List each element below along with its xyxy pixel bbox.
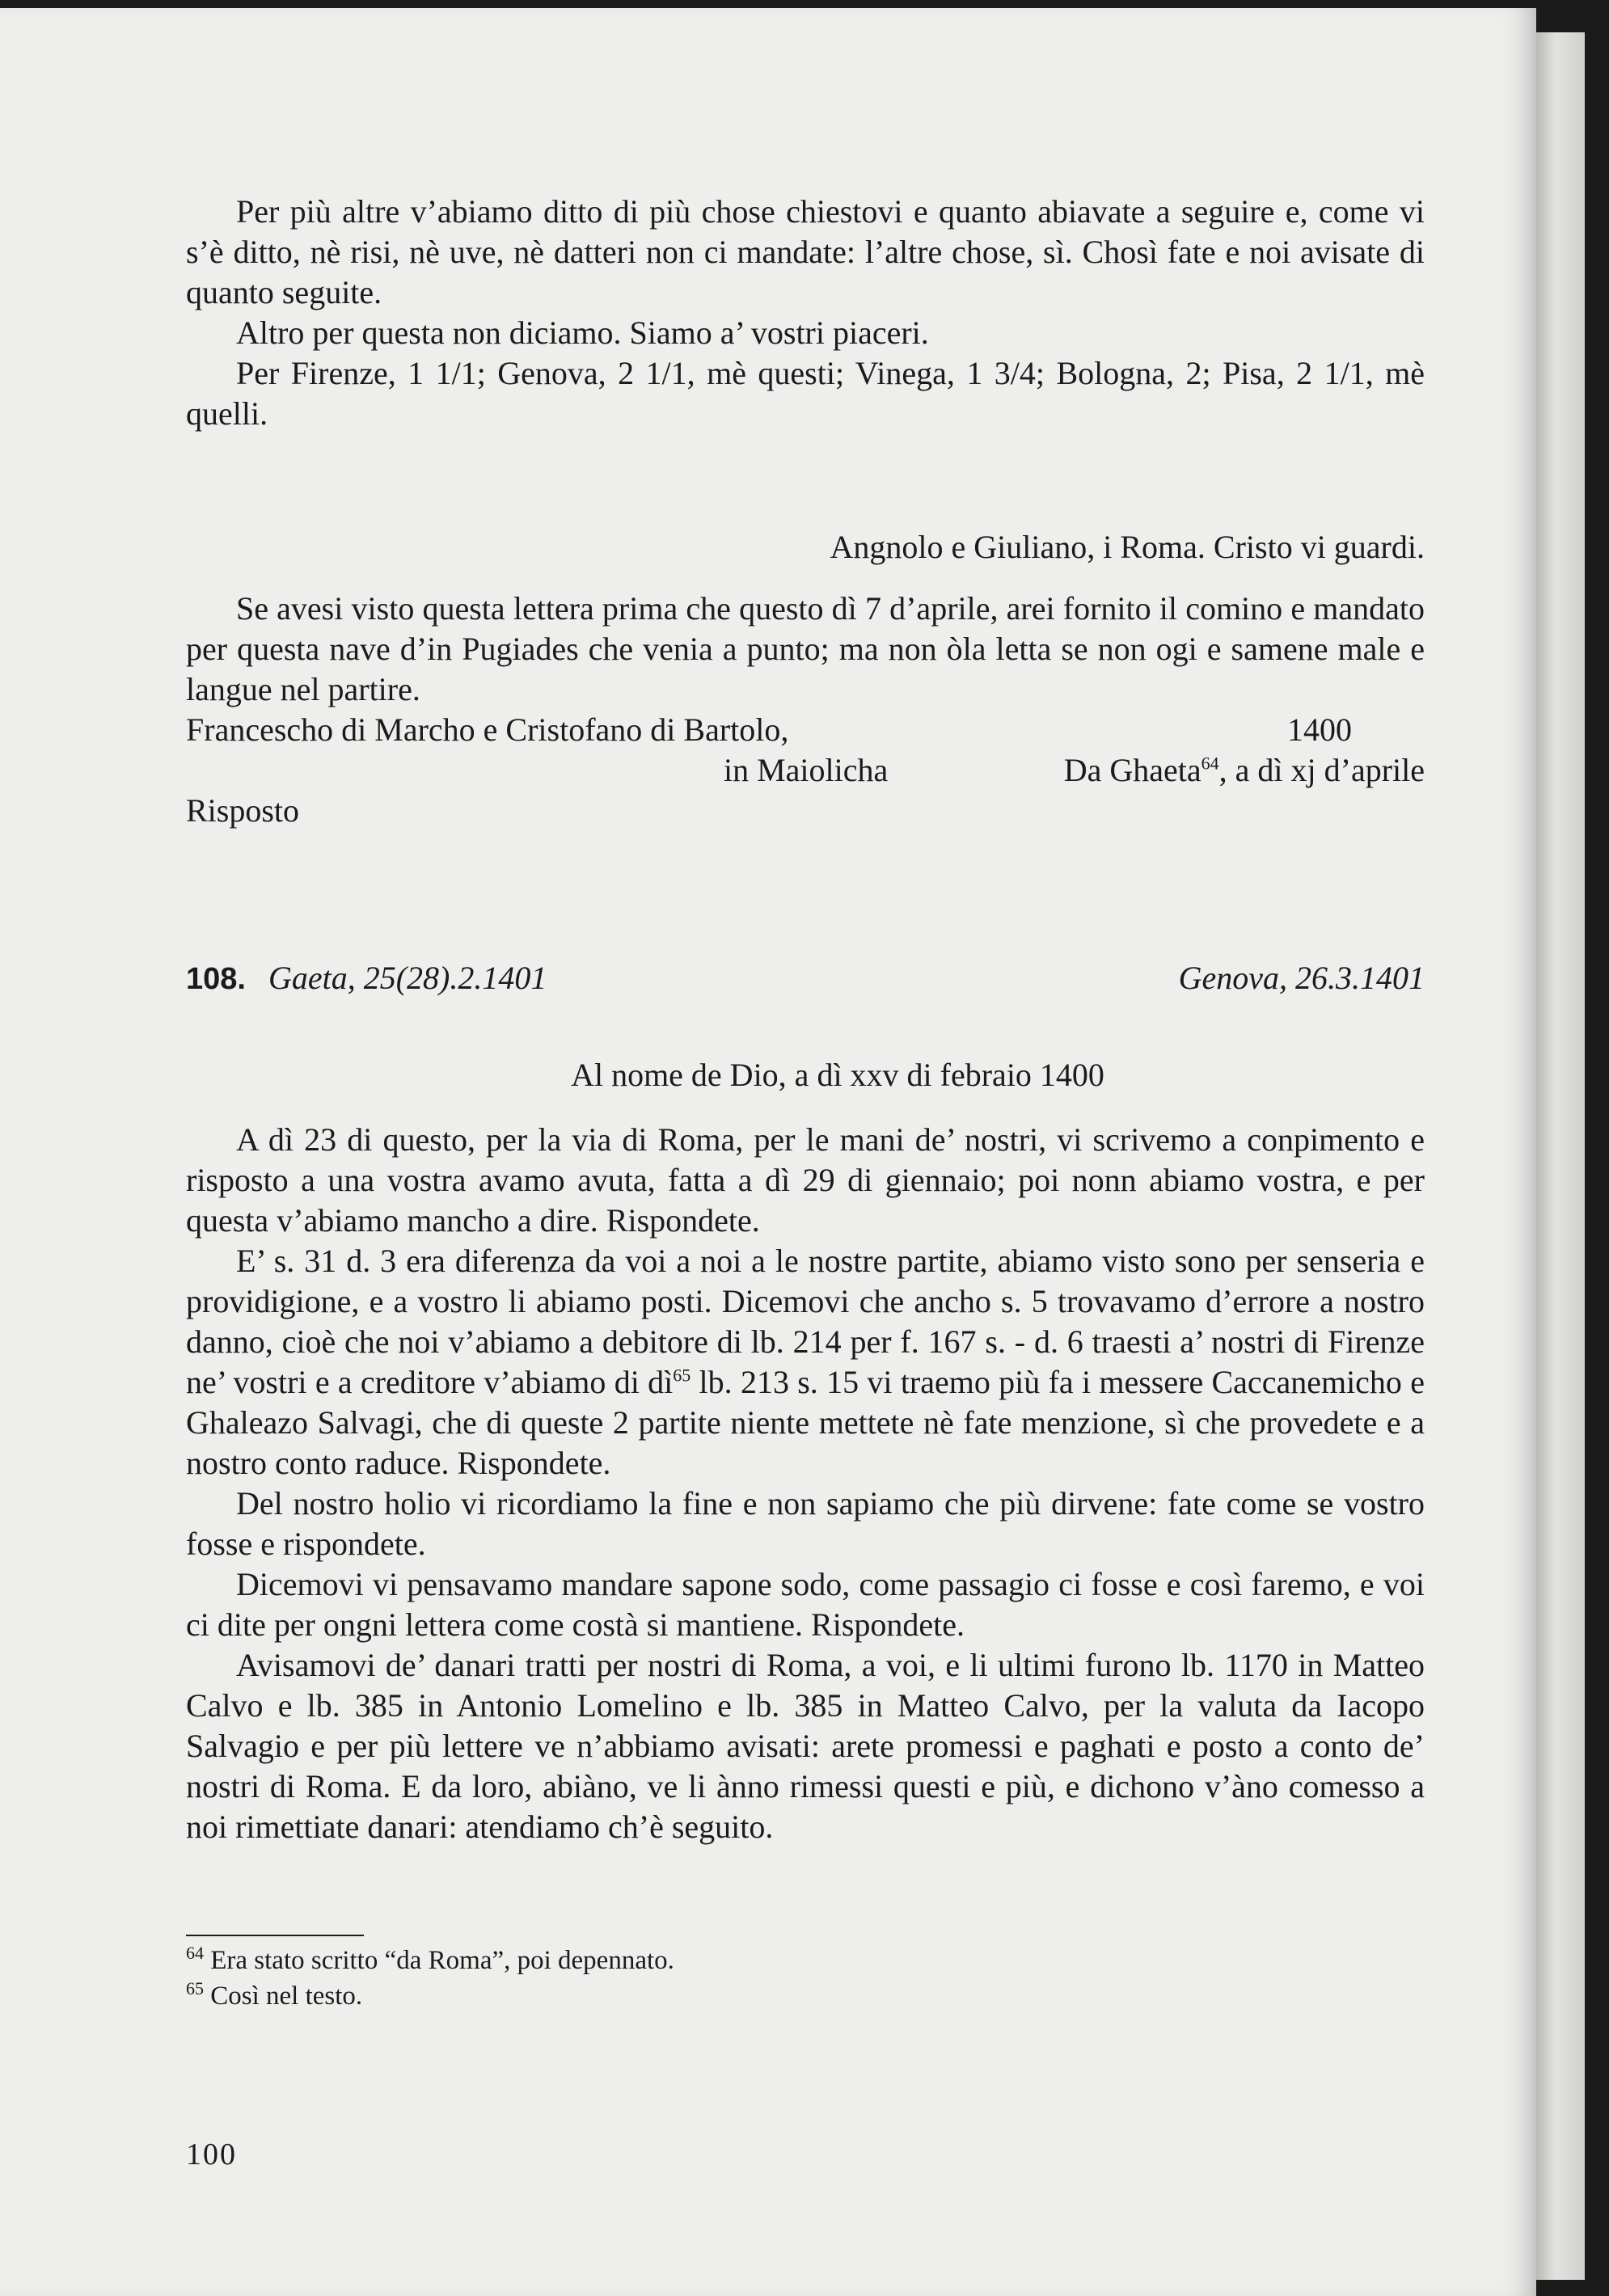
paragraph: Avisamovi de’ danari tratti per nostri di Roma, a voi, e li ultimi furono lb. 1170 in Matteo Calvo e lb. 385 in Antonio Lomelino e lb. 385 in Matteo Calvo, per la valuta da Iacopo Salvagio e per più lettere ve n’abbiamo avisati: arete promessi e paghati e posto a conto de’ nostri di Roma. E da loro, abiàno, ve li ànno rimessi questi e più, e dichono v’àno comesso a noi rimettiate danari: atendiamo ch’è seguito. xyxy=(186,1647,1425,1845)
entry-header xyxy=(186,958,1425,999)
footnote-number: 65 xyxy=(186,1978,204,1998)
postscript xyxy=(186,589,1425,710)
footnote xyxy=(186,1978,1425,2014)
paragraph: Altro per questa non diciamo. Siamo a’ vostri piaceri. xyxy=(236,314,929,351)
entry-body xyxy=(186,1120,1425,1847)
footnote-text: Era stato scritto “da Roma”, poi depennato. xyxy=(210,1946,674,1975)
footnote xyxy=(186,1943,1425,1978)
letter-signature: Angnolo e Giuliano, i Roma. Cristo vi guardi. xyxy=(830,529,1425,565)
paragraph: Del nostro holio vi ricordiamo la fine e non sapiamo che più dirvene: fate come se vostro fosse e rispondete. xyxy=(186,1485,1425,1562)
paragraph: Dicemovi vi pensavamo mandare sapone sodo, come passagio ci fosse e così faremo, e voi ci dite per ongni lettera come costà si mantiene. Rispondete. xyxy=(186,1566,1425,1643)
postscript-text: Se avesi visto questa lettera prima che questo dì 7 d’aprile, arei fornito il comino e mandato per questa nave d’in Pugiades che venia a punto; ma non òla letta se non ogi e samene male e langue nel partire. xyxy=(186,590,1425,707)
facing-page-edge xyxy=(1536,32,1585,2280)
risposto-note: Risposto xyxy=(186,792,300,829)
letter-continuation xyxy=(186,192,1425,434)
entry-heading: Al nome de Dio, a dì xxv di febraio 1400 xyxy=(571,1057,1104,1093)
address-date-place: Da Ghaeta xyxy=(1063,752,1201,788)
paragraph: Per più altre v’abiamo ditto di più chose chiestovi e quanto abiavate a seguire e, come vi s’è ditto, nè risi, nè uve, nè datteri non ci mandate: l’altre chose, sì. Chosì fate e noi avisate di quanto seguite. xyxy=(186,193,1425,310)
address-year: 1400 xyxy=(1287,711,1352,748)
entry-from: Gaeta, 25(28).2.1401 xyxy=(268,960,547,996)
page-number: 100 xyxy=(186,2138,237,2171)
address-date-day: , a dì xj d’aprile xyxy=(1218,752,1425,788)
footnote-ref: 65 xyxy=(673,1365,691,1386)
footnote-text: Così nel testo. xyxy=(210,1982,363,2011)
paragraph xyxy=(186,1241,1425,1484)
entry-number: 108. xyxy=(186,962,246,996)
paragraph: Per Firenze, 1 1/1; Genova, 2 1/1, mè questi; Vinega, 1 3/4; Bologna, 2; Pisa, 2 1/1, mè quelli. xyxy=(186,355,1425,432)
footnote-ref: 64 xyxy=(1201,753,1219,774)
address-block xyxy=(186,710,1425,831)
paragraph-part: E’ s. 31 d. 3 era diferenza da voi a noi a le nostre partite, abiamo visto sono per senseria e providigione, e a vostro li abiamo posti. Dicemovi che ancho s. 5 trovavamo d’errore a nostro danno, cioè che noi v’abiamo a debitore di lb. 214 per f. 167 s. - d. 6 traesti a’ nostri di Firenze ne’ vostri e a creditore v’abiamo di dì xyxy=(186,1243,1425,1400)
address-place: in Maiolicha xyxy=(724,752,889,788)
entry-to: Genova, 26.3.1401 xyxy=(1178,960,1425,996)
address-recipients: Francescho di Marcho e Cristofano di Bartolo, xyxy=(186,711,789,748)
paragraph: A dì 23 di questo, per la via di Roma, per le mani de’ nostri, vi scrivemo a conpimento e risposto a una vostra avamo avuta, fatta a dì 29 di giennaio; poi nonn abiamo vostra, e per questa v’abiamo mancho a dire. Rispondete. xyxy=(186,1121,1425,1239)
entry-origin xyxy=(186,958,547,999)
footnotes xyxy=(186,1935,1425,2014)
footnote-number: 64 xyxy=(186,1943,204,1963)
address-date xyxy=(1064,750,1425,791)
paragraph-part: lb. 213 s. 15 vi traemo più fa i messere Caccanemicho e Ghaleazo Salvagi, che di queste 2 partite niente mettete nè fate menzione, sì che provedete e a nostro conto raduce. Rispondete. xyxy=(186,1364,1425,1481)
footnote-rule xyxy=(186,1935,364,1936)
